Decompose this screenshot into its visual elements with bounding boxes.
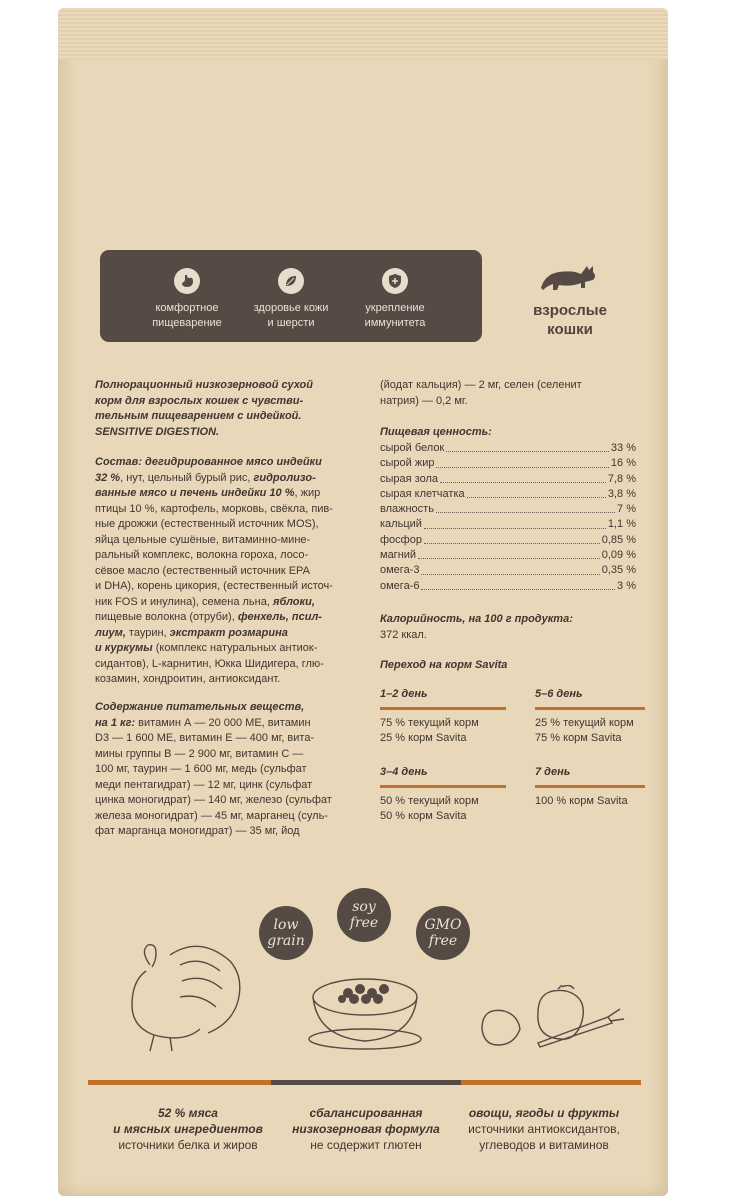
footer-text: не содержит глютен xyxy=(310,1138,422,1152)
transition-day xyxy=(535,688,645,746)
badge-soy-free xyxy=(337,888,391,942)
nutrients-content xyxy=(95,700,365,840)
footer-line-dark xyxy=(271,1080,461,1085)
comp-bold: яблоки, xyxy=(272,595,315,608)
comp-text: , нут, цельный бурый рис, xyxy=(120,471,254,484)
transition-day xyxy=(535,766,645,809)
comp-text: пищевые волокна (отруби), xyxy=(95,611,238,623)
transition-day xyxy=(380,766,506,824)
nutrient-value: 7 % xyxy=(617,503,636,516)
footer-meat xyxy=(88,1105,288,1153)
footer-heading: и мясных ингредиентов xyxy=(113,1122,263,1136)
comp-text: таурин, xyxy=(125,626,170,639)
footer-text: источники белка и жиров xyxy=(118,1138,258,1152)
comp-bold: гидролизо- xyxy=(253,471,316,484)
nutrient-name: омега-3 xyxy=(380,564,420,577)
nutrition-row xyxy=(380,441,636,456)
nutrition-row xyxy=(380,563,636,578)
benefit-immunity xyxy=(340,250,450,331)
benefit-label-line2: пищеварение xyxy=(152,317,222,329)
comp-text: , жир xyxy=(294,487,321,499)
nutrients-line: натрия) — 0,2 мг. xyxy=(380,394,468,407)
day-bar xyxy=(535,785,645,788)
target-audience xyxy=(520,252,620,339)
calories-title: Калорийность, на 100 г продукта: xyxy=(380,613,573,625)
badge-line: grain xyxy=(267,933,305,949)
calories xyxy=(380,612,640,643)
badge-line: free xyxy=(428,933,458,949)
badge-line: low xyxy=(273,917,299,933)
benefit-label-line1: здоровье кожи xyxy=(253,302,329,314)
nutrients-line: меди пентагидрат) — 12 мг, цинк (сульфат xyxy=(95,778,313,791)
nutrients-line: Содержание питательных веществ, xyxy=(95,701,305,713)
nutrient-name: фосфор xyxy=(380,533,422,546)
nutrients-line: фат марганца моногидрат) — 35 мг, йод xyxy=(95,825,300,837)
footer-fruits xyxy=(444,1105,644,1153)
badge-line: free xyxy=(349,915,379,931)
target-line2: кошки xyxy=(547,321,593,338)
calories-value: 372 ккал. xyxy=(380,628,427,641)
composition xyxy=(95,455,365,688)
comp-text: ник FOS и инулина), семена льна, xyxy=(95,595,273,608)
benefit-label-line1: укрепление xyxy=(365,302,425,314)
leader-dots xyxy=(436,456,608,467)
leader-dots xyxy=(421,563,599,574)
nutrients-line: мины группы В — 2 900 мг, витамин С — xyxy=(95,747,304,760)
nutr-bold: на 1 кг: xyxy=(95,716,136,729)
composition-line: яйца цельные сушёные, витаминно-мине- xyxy=(95,533,311,546)
badge-line: GMO xyxy=(424,917,462,933)
day-line: 25 % текущий корм xyxy=(535,717,634,729)
comp-bold: 32 % xyxy=(95,471,121,484)
badge-gmo-free xyxy=(416,906,470,960)
nutr-text: витамин А — 20 000 МЕ, витамин xyxy=(135,716,311,729)
comp-bold: и куркумы xyxy=(95,642,153,654)
fruits-vegetables-icon xyxy=(478,985,628,1055)
badge-low-grain xyxy=(259,906,313,960)
nutrient-value: 16 % xyxy=(610,457,636,470)
leader-dots xyxy=(424,533,600,544)
day-line: 25 % корм Savita xyxy=(380,732,467,744)
nutrients-line: 100 мг, таурин — 1 600 мг, медь (сульфат xyxy=(95,763,307,775)
benefits-panel xyxy=(100,250,482,342)
package-seal xyxy=(58,8,668,60)
benefit-label-line1: комфортное xyxy=(155,302,219,314)
day-label: 1–2 день xyxy=(380,688,428,700)
nutrient-value: 0,35 % xyxy=(601,564,636,577)
desc-line: корм для взрослых кошек с чувстви- xyxy=(95,394,304,407)
leader-dots xyxy=(446,441,609,452)
nutrition-title: Пищевая ценность: xyxy=(380,426,492,438)
leader-dots xyxy=(421,579,615,590)
footer-text: углеводов и витаминов xyxy=(479,1138,609,1152)
composition-line: ральный комплекс, волокна гороха, лосо- xyxy=(95,549,309,561)
comp-bold: фенхель, псил- xyxy=(237,611,322,623)
stomach-icon xyxy=(174,268,200,294)
nutrient-name: сырая клетчатка xyxy=(380,487,465,500)
day-line: 75 % корм Savita xyxy=(535,732,622,744)
benefit-digestion xyxy=(132,250,242,331)
nutrient-name: кальций xyxy=(380,518,422,531)
badge-line: soy xyxy=(352,899,376,915)
leader-dots xyxy=(440,472,606,483)
nutrient-name: магний xyxy=(380,549,417,562)
composition-line: птицы 10 %, картофель, морковь, свёкла, пив- xyxy=(95,502,333,515)
comp-bold: лиум, xyxy=(95,626,126,639)
comp-bold: ванные мясо и печень индейки 10 % xyxy=(95,487,295,499)
comp-bold: экстракт розмарина xyxy=(169,626,288,639)
nutrient-value: 7,8 % xyxy=(607,472,636,485)
footer-heading: низкозерновая формула xyxy=(292,1122,440,1136)
nutrient-name: влажность xyxy=(380,503,434,516)
leader-dots xyxy=(418,548,600,559)
product-description xyxy=(95,378,365,440)
composition-line: козамин, хондроитин, антиоксидант. xyxy=(95,673,281,685)
footer-text: источники антиоксидантов, xyxy=(468,1122,620,1136)
nutrient-value: 3 % xyxy=(617,579,636,592)
nutrition-row xyxy=(380,533,636,548)
footer-heading: 52 % мяса xyxy=(158,1106,218,1120)
nutrition-row xyxy=(380,472,636,487)
day-line: 50 % текущий корм xyxy=(380,795,479,807)
nutrient-name: омега-6 xyxy=(380,579,420,592)
nutrients-line: железа моногидрат) — 45 мг, марганец (суль- xyxy=(95,809,328,822)
nutrition-table xyxy=(380,441,636,594)
cat-icon xyxy=(535,252,605,292)
shield-icon xyxy=(382,268,408,294)
nutrient-value: 0,09 % xyxy=(601,549,636,562)
leaf-icon xyxy=(278,268,304,294)
composition-line: ные дрожжи (естественный источник MOS), xyxy=(95,518,319,530)
day-label: 7 день xyxy=(535,766,571,778)
footer-formula xyxy=(266,1105,466,1153)
turkey-icon xyxy=(110,935,250,1055)
nutrient-name: сырой белок xyxy=(380,442,445,454)
desc-line: тельным пищеварением с индейкой. xyxy=(95,410,302,422)
nutrition-row xyxy=(380,548,636,563)
nutrition-row xyxy=(380,517,636,532)
day-line: 50 % корм Savita xyxy=(380,810,467,822)
footer-line-orange xyxy=(88,1080,271,1085)
day-label: 3–4 день xyxy=(380,766,428,778)
footer-heading: овощи, ягоды и фрукты xyxy=(468,1106,620,1120)
day-bar xyxy=(535,707,645,710)
day-line: 100 % корм Savita xyxy=(535,795,628,807)
composition-line: сидантов), L-карнитин, Юкка Шидигера, глю- xyxy=(95,657,324,670)
nutrient-value: 0,85 % xyxy=(601,533,636,546)
nutrition-row xyxy=(380,502,636,517)
nutrition-row xyxy=(380,487,636,502)
nutrients-line: (йодат кальция) — 2 мг, селен (селенит xyxy=(380,379,582,391)
target-line1: взрослые xyxy=(533,302,607,319)
day-bar xyxy=(380,707,506,710)
benefit-skin xyxy=(236,250,346,331)
leader-dots xyxy=(436,502,615,513)
nutrient-value: 33 % xyxy=(610,442,636,454)
desc-line: Полнорационный низкозерновой сухой xyxy=(95,379,313,391)
nutrition-row xyxy=(380,579,636,594)
composition-line: и DHA), корень цикория, (естественный источ- xyxy=(95,580,333,592)
desc-line: SENSITIVE DIGESTION. xyxy=(95,425,220,438)
composition-line: Состав: дегидрированное мясо индейки xyxy=(95,456,322,468)
leader-dots xyxy=(467,487,606,498)
food-bowl-icon xyxy=(300,965,430,1055)
leader-dots xyxy=(424,517,606,528)
nutrient-name: сырой жир xyxy=(380,457,435,470)
transition-day xyxy=(380,688,506,746)
footer-heading: сбалансированная xyxy=(309,1106,423,1120)
day-bar xyxy=(380,785,506,788)
nutrients-line: цинка моногидрат) — 140 мг, железо (сульфат xyxy=(95,794,332,806)
nutrient-value: 1,1 % xyxy=(607,518,636,531)
footer-line-orange xyxy=(461,1080,641,1085)
comp-text: (комплекс натуральных антиок- xyxy=(152,642,318,654)
transition-title: Переход на корм Savita xyxy=(380,659,508,671)
benefit-label-line2: и шерсти xyxy=(267,317,315,329)
nutrients-continued xyxy=(380,378,640,409)
benefit-label-line2: иммунитета xyxy=(364,317,426,329)
day-line: 75 % текущий корм xyxy=(380,717,479,729)
nutrient-name: сырая зола xyxy=(380,472,438,485)
nutrition-row xyxy=(380,456,636,471)
day-label: 5–6 день xyxy=(535,688,583,700)
nutrients-line: D3 — 1 600 МЕ, витамин Е — 400 мг, вита- xyxy=(95,732,315,744)
nutrient-value: 3,8 % xyxy=(607,487,636,500)
composition-line: сёвое масло (естественный источник EPA xyxy=(95,564,310,577)
